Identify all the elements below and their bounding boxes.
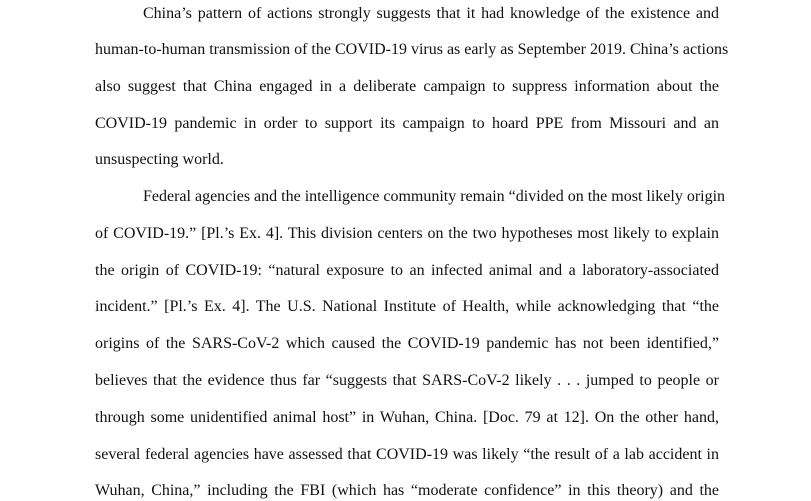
- text-line: of COVID-19.” [Pl.’s Ex. 4]. This division centers on the two hypotheses most likely to explain: [95, 225, 719, 242]
- text-line: Federal agencies and the intelligence community remain “divided on the most likely origin: [143, 188, 726, 205]
- text-line: origins of the SARS-CoV-2 which caused the COVID-19 pandemic has not been identified,”: [95, 335, 719, 352]
- text-line: Wuhan, China,” including the FBI (which has “moderate confidence” in this theory) and the: [95, 482, 719, 499]
- text-line: unsuspecting world.: [95, 151, 224, 168]
- text-line: also suggest that China engaged in a deliberate campaign to suppress information about the: [95, 78, 719, 95]
- text-line: several federal agencies have assessed that COVID-19 was likely “the result of a lab accident in: [95, 446, 719, 463]
- text-line: human-to-human transmission of the COVID-19 virus as early as September 2019. China’s actions: [95, 41, 729, 58]
- text-line: China’s pattern of actions strongly suggests that it had knowledge of the existence and: [143, 5, 719, 22]
- text-line: COVID-19 pandemic in order to support its campaign to hoard PPE from Missouri and an: [95, 115, 719, 132]
- text-line: incident.” [Pl.’s Ex. 4]. The U.S. National Institute of Health, while acknowledging that “the: [95, 298, 719, 315]
- text-line: the origin of COVID-19: “natural exposure to an infected animal and a laboratory-associated: [95, 262, 719, 279]
- text-line: believes that the evidence thus far “suggests that SARS-CoV-2 likely . . . jumped to people or: [95, 372, 719, 389]
- text-line: through some unidentified animal host” in Wuhan, China. [Doc. 79 at 12]. On the other hand,: [95, 409, 719, 426]
